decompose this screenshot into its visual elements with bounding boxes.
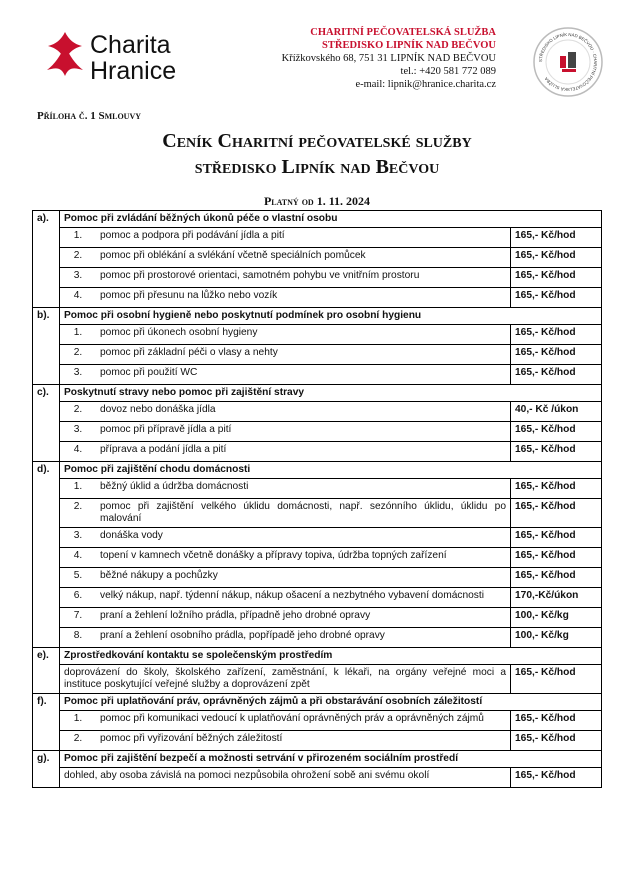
- item-description: dovoz nebo donáška jídla: [96, 402, 511, 422]
- valid-from: Platný od 1. 11. 2024: [263, 194, 371, 208]
- service-seal: [532, 26, 604, 103]
- logo-line1: Charita: [90, 31, 171, 59]
- item-description: pomoc při prostorové orientaci, samotném pohybu ve vnitřním prostoru: [96, 268, 511, 288]
- section-header-row: [33, 308, 602, 325]
- item-number: 5.: [60, 568, 97, 588]
- item-description: pomoc při vyřizování běžných záležitostí: [96, 731, 511, 751]
- item-number: 2.: [60, 499, 97, 528]
- item-number: 3.: [60, 268, 97, 288]
- price-row: [33, 499, 602, 528]
- item-price: 165,- Kč/hod: [511, 442, 602, 462]
- item-description: topení v kamnech včetně donášky a přípravy topiva, údržba topných zařízení: [96, 548, 511, 568]
- item-number: 7.: [60, 608, 97, 628]
- item-price: 165,- Kč/hod: [511, 345, 602, 365]
- item-description: příprava a podání jídla a pití: [96, 442, 511, 462]
- item-price: 165,- Kč/hod: [511, 479, 602, 499]
- item-description: dohled, aby osoba závislá na pomoci nezpůsobila ohrožení sobě ani svému okolí: [60, 768, 511, 788]
- price-row: [33, 608, 602, 628]
- item-description: praní a žehlení ložního prádla, případně jeho drobné opravy: [96, 608, 511, 628]
- item-price: 165,- Kč/hod: [511, 548, 602, 568]
- price-row: [33, 288, 602, 308]
- price-row: [33, 325, 602, 345]
- section-letter: a).: [33, 211, 60, 308]
- item-price: 165,- Kč/hod: [511, 711, 602, 731]
- section-header-row: [33, 385, 602, 402]
- page-subtitle: středisko Lipník nad Bečvou: [194, 156, 440, 178]
- item-price: 100,- Kč/kg: [511, 608, 602, 628]
- section-heading: Pomoc při osobní hygieně nebo poskytnutí podmínek pro osobní hygienu: [60, 308, 602, 325]
- item-description: pomoc při oblékání a svlékání včetně speciálních pomůcek: [96, 248, 511, 268]
- item-description: pomoc a podpora při podávání jídla a pití: [96, 228, 511, 248]
- item-number: 3.: [60, 528, 97, 548]
- item-number: 2.: [60, 248, 97, 268]
- section-header-row: [33, 751, 602, 768]
- item-description: pomoc při zajištění velkého úklidu domácnosti, např. sezónního úklidu, úklidu po malování: [96, 499, 511, 528]
- item-price: 165,- Kč/hod: [511, 325, 602, 345]
- section-letter: b).: [33, 308, 60, 385]
- item-price: 165,- Kč/hod: [511, 422, 602, 442]
- price-row: [33, 548, 602, 568]
- item-description: praní a žehlení osobního prádla, popřípadě jeho drobné opravy: [96, 628, 511, 648]
- logo-line2: Hranice: [90, 57, 177, 85]
- item-description: velký nákup, např. týdenní nákup, nákup ošacení a nezbytného vybavení domácnosti: [96, 588, 511, 608]
- price-row: [33, 588, 602, 608]
- price-row: [33, 422, 602, 442]
- item-price: 170,-Kč/úkon: [511, 588, 602, 608]
- item-price: 165,- Kč/hod: [511, 768, 602, 788]
- item-number: 1.: [60, 711, 97, 731]
- item-price: 165,- Kč/hod: [511, 228, 602, 248]
- item-price: 165,- Kč/hod: [511, 568, 602, 588]
- price-row: [33, 568, 602, 588]
- price-row: [33, 479, 602, 499]
- price-row: [33, 345, 602, 365]
- item-description: běžný úklid a údržba domácnosti: [96, 479, 511, 499]
- logo-wordmark: [90, 32, 176, 84]
- charita-cross-icon: [44, 30, 86, 78]
- price-row: [33, 248, 602, 268]
- price-row: [33, 402, 602, 422]
- item-price: 165,- Kč/hod: [511, 731, 602, 751]
- price-row: [33, 768, 602, 788]
- price-row: [33, 711, 602, 731]
- item-number: 2.: [60, 731, 97, 751]
- seal-icon: [532, 26, 604, 98]
- section-letter: c).: [33, 385, 60, 462]
- section-header-row: [33, 211, 602, 228]
- section-letter: e).: [33, 648, 60, 694]
- price-row: [33, 365, 602, 385]
- price-table: [32, 210, 602, 788]
- item-description: běžné nákupy a pochůzky: [96, 568, 511, 588]
- item-price: 40,- Kč /úkon: [511, 402, 602, 422]
- section-heading: Zprostředkování kontaktu se společenským prostředím: [60, 648, 602, 665]
- org-block: [282, 26, 496, 91]
- item-price: 165,- Kč/hod: [511, 528, 602, 548]
- section-letter: d).: [33, 462, 60, 648]
- org-branch: STŘEDISKO LIPNÍK NAD BEČVOU: [322, 40, 496, 51]
- item-description: pomoc při přesunu na lůžko nebo vozík: [96, 288, 511, 308]
- item-description: doprovázení do školy, školského zařízení, zaměstnání, k lékaři, na orgány veřejné moci a instituce poskytující veřejné služby a doprovázení zpět: [60, 665, 511, 694]
- svg-text:STŘEDISKO LIPNÍK NAD BEČVOU ·: STŘEDISKO LIPNÍK NAD BEČVOU · CHARITNÍ PEČOVATELSKÁ SLUŽBA: [537, 31, 599, 93]
- price-row: [33, 628, 602, 648]
- section-heading: Pomoc při uplatňování práv, oprávněných zájmů a při obstarávání osobních záležitostí: [60, 694, 602, 711]
- price-row: [33, 528, 602, 548]
- section-header-row: [33, 462, 602, 479]
- page-title: Ceník Charitní pečovatelské služby: [162, 130, 472, 152]
- item-price: 165,- Kč/hod: [511, 288, 602, 308]
- item-number: 1.: [60, 479, 97, 499]
- charita-logo: [44, 30, 86, 83]
- section-letter: g).: [33, 751, 60, 788]
- item-number: 4.: [60, 548, 97, 568]
- org-address: Křížkovského 68, 751 31 LIPNÍK NAD BEČVOU: [281, 53, 496, 64]
- org-email: e-mail: lipnik@hranice.charita.cz: [355, 79, 496, 90]
- item-number: 2.: [60, 345, 97, 365]
- item-number: 3.: [60, 365, 97, 385]
- price-row: [33, 665, 602, 694]
- item-number: 6.: [60, 588, 97, 608]
- item-price: 165,- Kč/hod: [511, 268, 602, 288]
- price-row: [33, 731, 602, 751]
- price-row: [33, 442, 602, 462]
- section-heading: Poskytnutí stravy nebo pomoc při zajištění stravy: [60, 385, 602, 402]
- section-heading: Pomoc při zvládání běžných úkonů péče o vlastní osobu: [60, 211, 602, 228]
- org-name: CHARITNÍ PEČOVATELSKÁ SLUŽBA: [310, 27, 496, 38]
- item-number: 3.: [60, 422, 97, 442]
- org-phone: tel.: +420 581 772 089: [400, 66, 496, 77]
- section-letter: f).: [33, 694, 60, 751]
- section-heading: Pomoc při zajištění chodu domácnosti: [60, 462, 602, 479]
- item-price: 165,- Kč/hod: [511, 499, 602, 528]
- section-header-row: [33, 694, 602, 711]
- price-row: [33, 268, 602, 288]
- item-price: 100,- Kč/kg: [511, 628, 602, 648]
- item-number: 1.: [60, 228, 97, 248]
- item-description: pomoc při základní péči o vlasy a nehty: [96, 345, 511, 365]
- item-number: 1.: [60, 325, 97, 345]
- item-price: 165,- Kč/hod: [511, 248, 602, 268]
- item-number: 4.: [60, 288, 97, 308]
- item-number: 8.: [60, 628, 97, 648]
- item-description: donáška vody: [96, 528, 511, 548]
- item-description: pomoc při komunikaci vedoucí k uplatňování oprávněných práv a oprávněných zájmů: [96, 711, 511, 731]
- item-description: pomoc při použití WC: [96, 365, 511, 385]
- price-row: [33, 228, 602, 248]
- item-description: pomoc při úkonech osobní hygieny: [96, 325, 511, 345]
- item-description: pomoc při přípravě jídla a pití: [96, 422, 511, 442]
- annex-label: Příloha č. 1 Smlouvy: [37, 110, 142, 122]
- item-price: 165,- Kč/hod: [511, 665, 602, 694]
- item-price: 165,- Kč/hod: [511, 365, 602, 385]
- item-number: 4.: [60, 442, 97, 462]
- item-number: 2.: [60, 402, 97, 422]
- section-heading: Pomoc při zajištění bezpečí a možnosti setrvání v přirozeném sociálním prostředí: [60, 751, 602, 768]
- section-header-row: [33, 648, 602, 665]
